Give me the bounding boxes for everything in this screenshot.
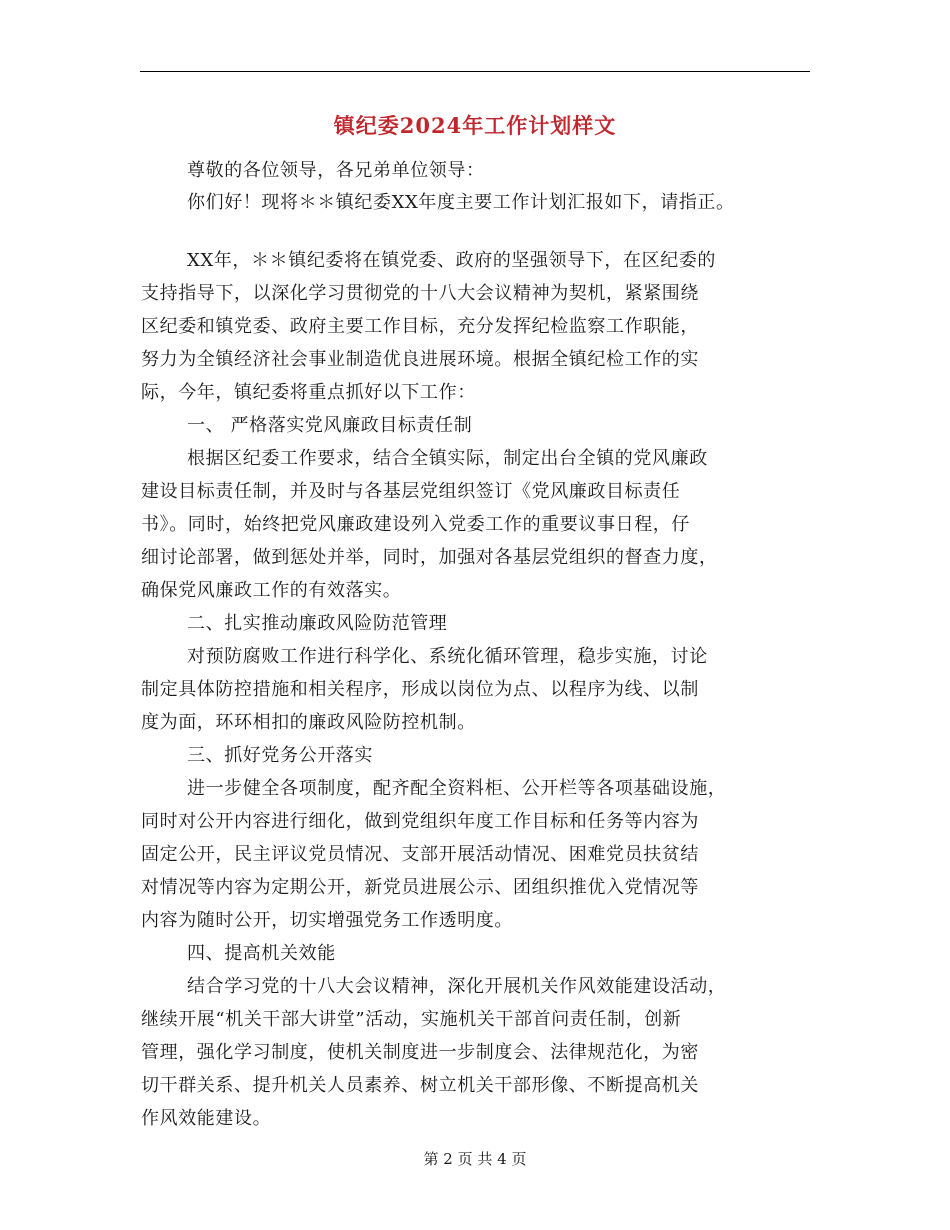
text-line: XX年，＊＊镇纪委将在镇党委、政府的坚强领导下，在区纪委的 — [187, 250, 717, 271]
text-line: 区纪委和镇党委、政府主要工作目标，充分发挥纪检监察工作职能， — [141, 316, 699, 337]
document-title: 镇纪委2024年工作计划样文 — [333, 113, 617, 138]
text-line: 切干群关系、提升机关人员素养、树立机关干部形像、不断提高机关 — [141, 1075, 699, 1096]
text-line: 管理，强化学习制度，使机关制度进一步制度会、法律规范化，为密 — [141, 1042, 699, 1063]
text-line: 继续开展“机关干部大讲堂”活动，实施机关干部首问责任制，创新 — [141, 1009, 682, 1030]
text-line: 结合学习党的十八大会议精神，深化开展机关作风效能建设活动， — [187, 976, 727, 997]
section-heading: 三、抓好党务公开落实 — [187, 745, 373, 766]
header-rule — [140, 71, 810, 72]
text-line: 际，今年，镇纪委将重点抓好以下工作： — [141, 382, 476, 403]
text-line: 内容为随时公开，切实增强党务工作透明度。 — [141, 910, 513, 931]
text-line: 支持指导下，以深化学习贯彻党的十八大会议精神为契机，紧紧围绕 — [141, 283, 699, 304]
text-line: 同时对公开内容进行细化，做到党组织年度工作目标和任务等内容为 — [141, 811, 699, 832]
text-line: 固定公开，民主评议党员情况、支部开展活动情况、困难党员扶贫结 — [141, 844, 699, 865]
text-line: 对预防腐败工作进行科学化、系统化循环管理，稳步实施，讨论 — [187, 646, 708, 667]
text-line: 对情况等内容为定期公开，新党员进展公示、团组织推优入党情况等 — [141, 877, 699, 898]
section-heading: 二、扎实推动廉政风险防范管理 — [187, 613, 448, 634]
section-heading: 一、 严格落实党风廉政目标责任制 — [187, 415, 473, 436]
text-line: 根据区纪委工作要求，结合全镇实际，制定出台全镇的党风廉政 — [187, 448, 708, 469]
page-number: 第 2 页 共 4 页 — [423, 1150, 527, 1168]
text-line: 尊敬的各位领导，各兄弟单位领导： — [187, 160, 485, 181]
text-line: 确保党风廉政工作的有效落实。 — [141, 580, 402, 601]
text-line: 书》。同时，始终把党风廉政建设列入党委工作的重要议事日程，仔 — [141, 514, 690, 535]
text-line: 建设目标责任制，并及时与各基层党组织签订《党风廉政目标责任 — [141, 481, 681, 502]
text-line: 作风效能建设。 — [141, 1108, 272, 1129]
section-heading: 四、提高机关效能 — [187, 943, 336, 964]
text-line: 进一步健全各项制度，配齐配全资料柜、公开栏等各项基础设施， — [187, 778, 727, 799]
text-line: 度为面，环环相扣的廉政风险防控机制。 — [141, 712, 476, 733]
text-line: 努力为全镇经济社会事业制造优良进展环境。根据全镇纪检工作的实 — [141, 349, 699, 370]
text-line: 细讨论部署，做到惩处并举，同时，加强对各基层党组织的督查力度， — [141, 547, 718, 568]
text-line: 你们好！现将＊＊镇纪委XX年度主要工作计划汇报如下，请指正。 — [187, 192, 735, 213]
text-line: 制定具体防控措施和相关程序，形成以岗位为点、以程序为线、以制 — [141, 679, 699, 700]
